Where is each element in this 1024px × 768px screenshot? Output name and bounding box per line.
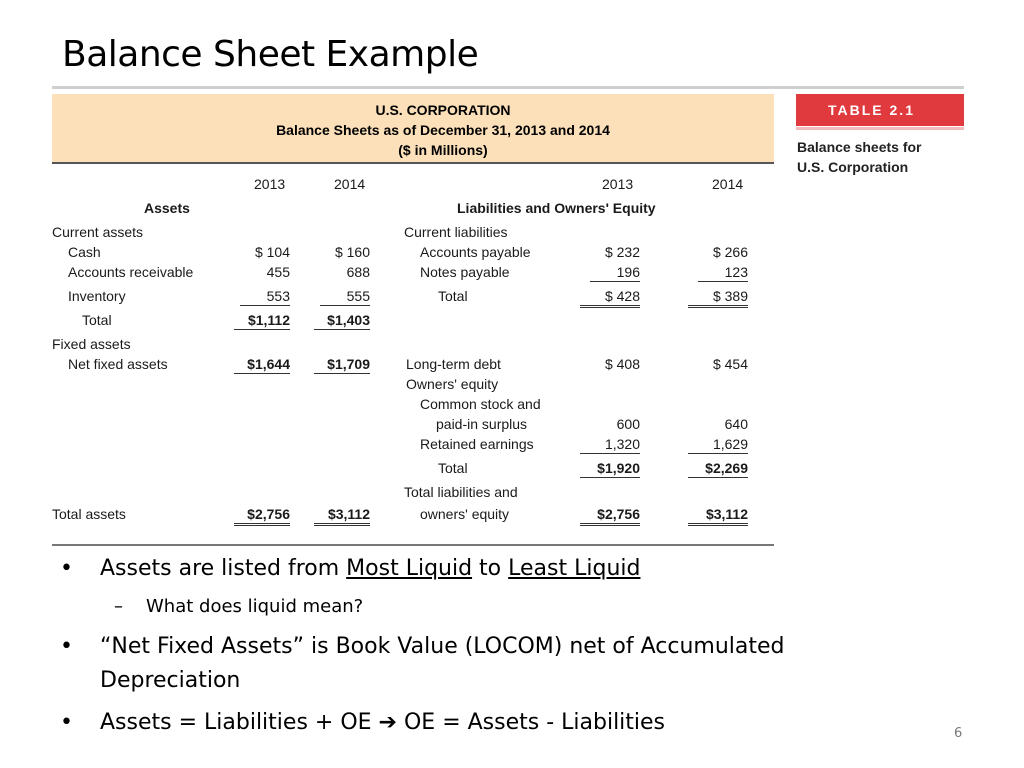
bullet-2-glyph: • [60,634,73,659]
total-assets-2014: $3,112 [314,506,370,526]
balance-sheet-table [52,94,774,546]
np-2014: 123 [698,264,748,282]
net-fixed-assets-2014: $1,709 [314,356,370,374]
bullet-3-text-a: Assets = Liabilities + OE [100,710,379,735]
arrow-right-icon: ➔ [378,710,397,735]
retained-earnings-2014: 1,629 [688,436,748,454]
retained-earnings-2013: 1,320 [580,436,640,454]
sub-bullet-1: What does liquid mean? [146,596,364,617]
bullet-2-line-1: “Net Fixed Assets” is Book Value (LOCOM) net of Accumulated [100,634,785,659]
fixed-assets-label: Fixed assets [52,336,131,352]
inventory-2013: 553 [240,288,290,306]
retained-earnings-label: Retained earnings [420,436,534,452]
ap-2013: $ 232 [604,244,640,260]
total-current-assets-label: Total [82,312,112,328]
common-stock-2013: 600 [616,416,640,432]
table-number-label: TABLE 2.1 [828,102,915,118]
liabilities-heading: Liabilities and Owners' Equity [457,200,656,216]
total-assets-label: Total assets [52,506,126,522]
current-liabilities-label: Current liabilities [404,224,508,240]
total-le-label: owners' equity [420,506,510,522]
least-liquid-term: Least Liquid [508,556,641,581]
table-bottom-rule [52,544,774,546]
total-current-assets-2014: $1,403 [314,312,370,330]
table-number-tag [796,94,964,126]
table-company-name: U.S. CORPORATION [375,102,511,118]
current-assets-label: Current assets [52,224,144,240]
net-fixed-assets-2013: $1,644 [234,356,290,374]
bullet-3-glyph: • [60,710,73,735]
total-equity-2014: $2,269 [688,460,748,478]
bullet-1-text-b: to [472,556,509,581]
tag-underline [796,127,964,130]
cash-2014: $ 160 [334,244,370,260]
inventory-label: Inventory [68,288,126,304]
bullet-3-text-b: OE = Assets - Liabilities [396,710,666,735]
table-header-band [52,94,774,164]
owners-equity-label: Owners' equity [406,376,499,392]
table-caption [797,137,922,177]
cash-2013: $ 104 [254,244,290,260]
ap-2014: $ 266 [712,244,748,260]
np-label: Notes payable [420,264,510,280]
total-current-liab-label: Total [438,288,468,304]
assets-year-2013: 2013 [254,176,286,192]
ltd-label: Long-term debt [406,356,501,372]
table-subtitle: Balance Sheets as of December 31, 2013 and 2014 [276,122,610,138]
ap-label: Accounts payable [420,244,531,260]
bullet-3 [100,710,665,735]
total-le-2014: $3,112 [688,506,748,526]
slide-title: Balance Sheet Example [62,34,479,75]
ar-2013: 455 [266,264,290,280]
total-current-liab-2014: $ 389 [688,288,748,308]
caption-line-2: U.S. Corporation [797,159,909,175]
ltd-2013: $ 408 [604,356,640,372]
bullet-2-line-2: Depreciation [100,668,241,693]
liab-year-2014: 2014 [712,176,744,192]
common-stock-label-line1: Common stock and [420,396,541,412]
page-number: 6 [954,726,963,741]
cash-label: Cash [68,244,101,260]
liab-year-2013: 2013 [602,176,634,192]
ar-label: Accounts receivable [68,264,194,280]
common-stock-2014: 640 [724,416,748,432]
ltd-2014: $ 454 [712,356,748,372]
inventory-2014: 555 [320,288,370,306]
table-units: ($ in Millions) [398,142,488,158]
bullet-1 [100,556,640,581]
total-current-assets-2013: $1,112 [234,312,290,330]
bullet-1-glyph: • [60,556,73,581]
assets-year-2014: 2014 [334,176,366,192]
total-current-liab-2013: $ 428 [580,288,640,308]
total-le-label-line1: Total liabilities and [404,484,518,500]
common-stock-label: paid-in surplus [436,416,528,432]
sub-bullet-dash: – [114,596,123,617]
total-assets-2013: $2,756 [234,506,290,526]
bullet-1-text-a: Assets are listed from [100,556,347,581]
title-divider [52,86,964,89]
total-equity-label: Total [438,460,468,476]
ar-2014: 688 [346,264,370,280]
most-liquid-term: Most Liquid [346,556,473,581]
assets-heading: Assets [144,200,190,216]
caption-line-1: Balance sheets for [797,139,922,155]
np-2013: 196 [590,264,640,282]
net-fixed-assets-label: Net fixed assets [68,356,168,372]
total-equity-2013: $1,920 [580,460,640,478]
total-le-2013: $2,756 [580,506,640,526]
